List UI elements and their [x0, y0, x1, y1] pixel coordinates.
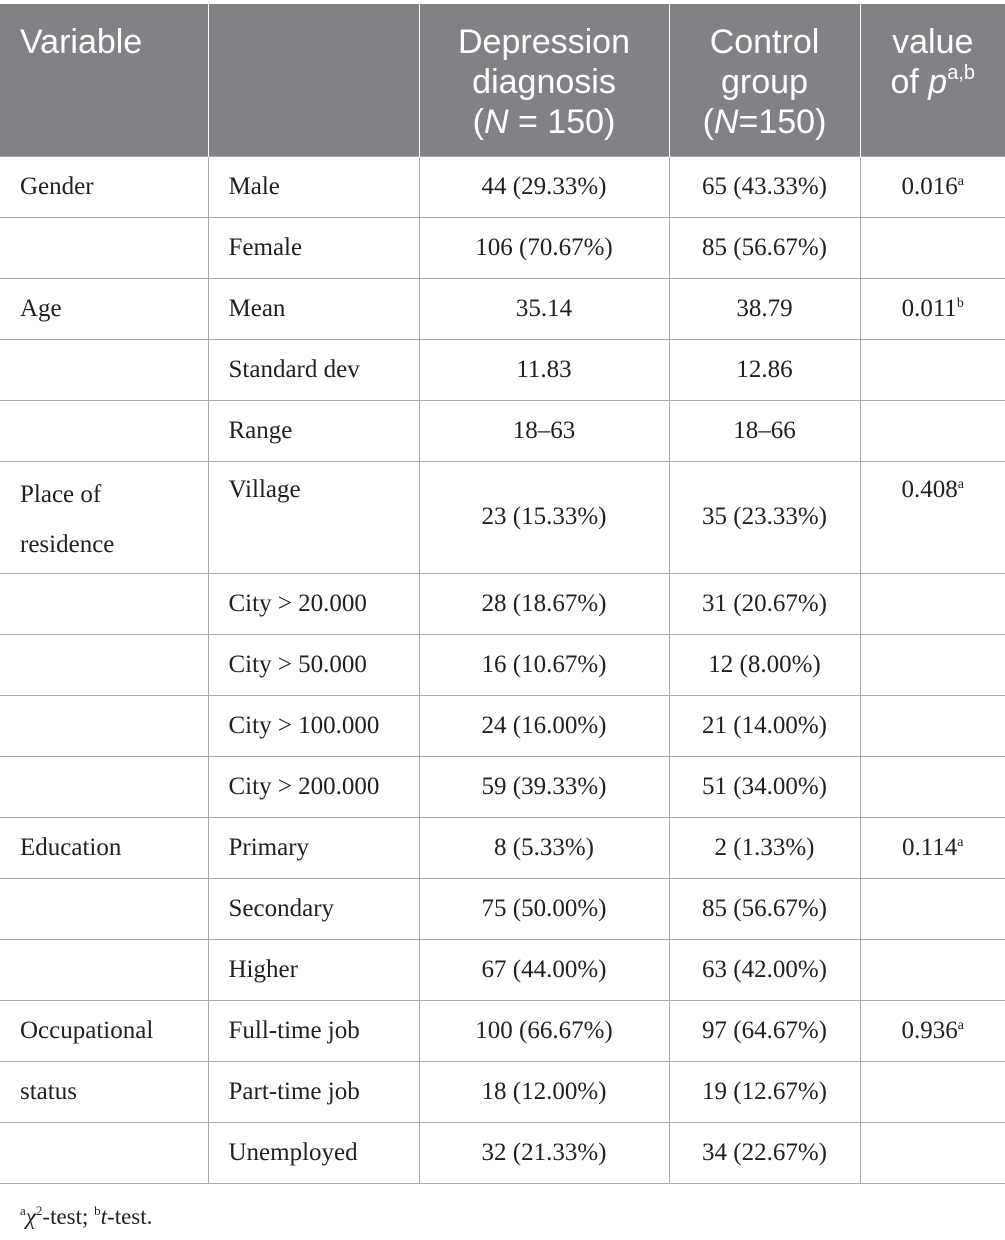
table-row	[0, 634, 1005, 695]
cell-control	[669, 695, 860, 756]
table-row	[0, 156, 1005, 217]
pvalue-test-marker: b	[956, 295, 964, 311]
cell-subcategory-text: Unemployed	[228, 1138, 358, 1166]
footnote-chi-rest: -test;	[42, 1204, 95, 1229]
cell-subcategory	[208, 695, 419, 756]
cell-subcategory	[208, 573, 419, 634]
header-pvalue-prefix: of	[890, 63, 929, 101]
cell-control	[669, 756, 860, 817]
cell-depression-text: 35.14	[515, 294, 573, 322]
demographics-table	[0, 4, 1005, 1184]
cell-control-text: 97 (64.67%)	[702, 1016, 827, 1044]
header-control-line2: group	[721, 63, 808, 101]
cell-pvalue-text: 0.114	[901, 833, 958, 861]
cell-control-text: 38.79	[736, 294, 793, 322]
cell-pvalue	[860, 400, 1005, 461]
table-row	[0, 573, 1005, 634]
cell-control-text: 21 (14.00%)	[702, 711, 827, 739]
cell-variable	[0, 217, 208, 278]
footnote-t-rest: -test.	[107, 1204, 153, 1229]
header-depression-line2: diagnosis	[472, 63, 616, 101]
table-row	[0, 400, 1005, 461]
cell-variable	[0, 817, 208, 878]
cell-depression-text: 32 (21.33%)	[481, 1138, 607, 1166]
table-row	[0, 1122, 1005, 1183]
footnote-sup-2: 2	[35, 1203, 43, 1218]
header-subcategory	[208, 4, 419, 156]
cell-variable-text: Occupational	[20, 1016, 154, 1044]
cell-depression-text: 8 (5.33%)	[494, 833, 594, 861]
cell-pvalue	[860, 634, 1005, 695]
cell-variable	[0, 278, 208, 339]
cell-control	[669, 461, 860, 573]
cell-depression	[419, 339, 669, 400]
table-row	[0, 817, 1005, 878]
cell-depression	[419, 817, 669, 878]
cell-depression-text: 106 (70.67%)	[475, 233, 613, 261]
cell-depression	[419, 573, 669, 634]
cell-control	[669, 939, 860, 1000]
pvalue-test-marker: a	[957, 1017, 964, 1033]
table-footnote	[20, 1204, 152, 1230]
cell-variable	[0, 400, 208, 461]
cell-subcategory-text: Higher	[228, 955, 298, 983]
cell-subcategory-text: Part-time job	[228, 1077, 360, 1105]
cell-depression	[419, 217, 669, 278]
cell-variable	[0, 1061, 208, 1122]
cell-subcategory-text: Female	[228, 233, 303, 261]
header-depression-n-rest: = 150)	[508, 103, 616, 141]
cell-depression	[419, 756, 669, 817]
cell-control	[669, 573, 860, 634]
cell-pvalue	[860, 817, 1005, 878]
cell-variable-text: status	[20, 1077, 77, 1105]
table-row	[0, 1061, 1005, 1122]
header-row	[0, 4, 1005, 156]
cell-control-text: 2 (1.33%)	[714, 833, 815, 861]
table-body	[0, 156, 1005, 1183]
cell-depression-text: 23 (15.33%)	[481, 503, 607, 530]
cell-subcategory	[208, 1122, 419, 1183]
cell-variable	[0, 878, 208, 939]
cell-subcategory	[208, 156, 419, 217]
pvalue-test-marker: a	[957, 834, 964, 850]
pvalue-test-marker: a	[957, 476, 964, 492]
cell-variable-text: Gender	[20, 172, 94, 200]
cell-control	[669, 878, 860, 939]
cell-variable	[0, 634, 208, 695]
cell-pvalue-text: 0.016	[901, 172, 958, 200]
cell-variable	[0, 573, 208, 634]
cell-control	[669, 339, 860, 400]
cell-control	[669, 1061, 860, 1122]
cell-depression-text: 24 (16.00%)	[481, 711, 607, 739]
cell-control-text: 18–66	[733, 416, 796, 444]
table-row	[0, 461, 1005, 573]
table-row	[0, 217, 1005, 278]
cell-depression	[419, 1000, 669, 1061]
cell-depression-text: 59 (39.33%)	[481, 772, 607, 800]
cell-control-text: 35 (23.33%)	[702, 503, 827, 530]
cell-depression	[419, 156, 669, 217]
table-row	[0, 278, 1005, 339]
cell-depression	[419, 461, 669, 573]
cell-pvalue	[860, 1061, 1005, 1122]
cell-depression	[419, 1061, 669, 1122]
cell-subcategory-text: Secondary	[228, 894, 335, 922]
cell-control	[669, 817, 860, 878]
cell-subcategory-text: Range	[228, 416, 293, 444]
footnote-t: t	[100, 1204, 108, 1229]
cell-depression-text: 18–63	[512, 416, 576, 444]
cell-variable	[0, 695, 208, 756]
cell-pvalue	[860, 278, 1005, 339]
cell-subcategory	[208, 1061, 419, 1122]
cell-variable	[0, 1000, 208, 1061]
cell-variable	[0, 1122, 208, 1183]
cell-variable	[0, 156, 208, 217]
cell-subcategory	[208, 756, 419, 817]
cell-variable	[0, 339, 208, 400]
cell-subcategory-text: Full-time job	[228, 1016, 360, 1044]
cell-pvalue	[860, 339, 1005, 400]
cell-depression-text: 100 (66.67%)	[475, 1016, 613, 1044]
cell-pvalue	[860, 1000, 1005, 1061]
header-control-n-var: N	[713, 103, 739, 141]
cell-subcategory-text: Standard dev	[228, 355, 360, 383]
table-row	[0, 339, 1005, 400]
cell-control-text: 85 (56.67%)	[702, 233, 827, 261]
cell-subcategory	[208, 1000, 419, 1061]
cell-depression	[419, 400, 669, 461]
cell-control-text: 65 (43.33%)	[702, 172, 827, 200]
pvalue-test-marker: a	[957, 173, 964, 189]
cell-subcategory-text: Village	[228, 475, 301, 503]
cell-pvalue-text: 0.936	[901, 1016, 958, 1044]
header-depression: Depression diagnosis (N = 150)	[419, 4, 669, 156]
cell-subcategory-text: City > 50.000	[228, 650, 367, 678]
cell-subcategory	[208, 634, 419, 695]
cell-subcategory-text: Mean	[228, 294, 286, 322]
cell-control	[669, 634, 860, 695]
table-row	[0, 878, 1005, 939]
cell-control-text: 19 (12.67%)	[702, 1077, 827, 1105]
header-pvalue-p: p	[928, 63, 948, 101]
header-control-line1: Control	[709, 23, 820, 61]
cell-control-text: 63 (42.00%)	[702, 955, 827, 983]
cell-subcategory	[208, 339, 419, 400]
cell-control-text: 31 (20.67%)	[702, 589, 827, 617]
cell-pvalue	[860, 695, 1005, 756]
cell-control-text: 12 (8.00%)	[708, 650, 821, 678]
cell-subcategory	[208, 939, 419, 1000]
cell-variable-text: Age	[20, 294, 62, 322]
cell-depression-text: 75 (50.00%)	[481, 894, 607, 922]
footnote-sup-b: b	[94, 1203, 101, 1218]
cell-variable	[0, 939, 208, 1000]
cell-control	[669, 156, 860, 217]
header-control-n-rest: =150)	[738, 103, 827, 141]
cell-control-text: 51 (34.00%)	[702, 772, 827, 800]
cell-subcategory	[208, 461, 419, 573]
header-pvalue-sup: a,b	[947, 62, 976, 84]
cell-subcategory-text: City > 20.000	[228, 589, 367, 617]
cell-depression-text: 28 (18.67%)	[481, 589, 607, 617]
cell-subcategory	[208, 278, 419, 339]
cell-subcategory-text: City > 200.000	[228, 772, 380, 800]
cell-subcategory-text: City > 100.000	[228, 711, 380, 739]
cell-depression-text: 18 (12.00%)	[481, 1077, 607, 1105]
cell-pvalue	[860, 878, 1005, 939]
cell-control-text: 85 (56.67%)	[702, 894, 827, 922]
header-control: Control group (N=150)	[669, 4, 860, 156]
cell-pvalue	[860, 217, 1005, 278]
cell-control	[669, 400, 860, 461]
table-header	[0, 4, 1005, 156]
cell-depression	[419, 634, 669, 695]
cell-pvalue	[860, 573, 1005, 634]
cell-subcategory-text: Primary	[228, 833, 310, 861]
cell-control	[669, 1122, 860, 1183]
cell-depression	[419, 939, 669, 1000]
cell-control	[669, 217, 860, 278]
cell-control-text: 12.86	[736, 355, 793, 383]
cell-subcategory-text: Male	[228, 172, 280, 200]
table-row	[0, 1000, 1005, 1061]
cell-depression-text: 16 (10.67%)	[481, 650, 607, 678]
cell-variable	[0, 756, 208, 817]
header-pvalue-line1: value	[892, 23, 974, 61]
table-row	[0, 756, 1005, 817]
cell-depression-text: 11.83	[516, 355, 572, 383]
cell-pvalue	[860, 1122, 1005, 1183]
cell-subcategory	[208, 400, 419, 461]
cell-subcategory	[208, 878, 419, 939]
footnote-chi: χ	[25, 1204, 36, 1229]
cell-depression	[419, 695, 669, 756]
cell-depression-text: 44 (29.33%)	[481, 172, 607, 200]
cell-control	[669, 278, 860, 339]
cell-variable-text: Education	[20, 833, 122, 861]
header-variable-label: Variable	[20, 23, 143, 61]
cell-pvalue	[860, 939, 1005, 1000]
cell-pvalue	[860, 756, 1005, 817]
table-row	[0, 695, 1005, 756]
cell-depression-text: 67 (44.00%)	[481, 955, 607, 983]
cell-pvalue	[860, 461, 1005, 573]
cell-pvalue-text: 0.011	[901, 294, 957, 322]
cell-subcategory	[208, 817, 419, 878]
header-depression-line1: Depression	[458, 23, 630, 61]
cell-pvalue-text: 0.408	[901, 475, 958, 503]
table-row	[0, 939, 1005, 1000]
cell-control-text: 34 (22.67%)	[702, 1138, 827, 1166]
cell-depression	[419, 1122, 669, 1183]
footnote-sup-a: a	[20, 1203, 26, 1218]
cell-subcategory	[208, 217, 419, 278]
cell-pvalue	[860, 156, 1005, 217]
cell-depression	[419, 878, 669, 939]
header-depression-n-var: N	[483, 103, 509, 141]
header-variable	[0, 4, 208, 156]
cell-control	[669, 1000, 860, 1061]
cell-variable-text: Place of residence	[20, 480, 115, 558]
cell-variable	[0, 461, 208, 573]
cell-depression	[419, 278, 669, 339]
header-pvalue	[860, 4, 1005, 156]
